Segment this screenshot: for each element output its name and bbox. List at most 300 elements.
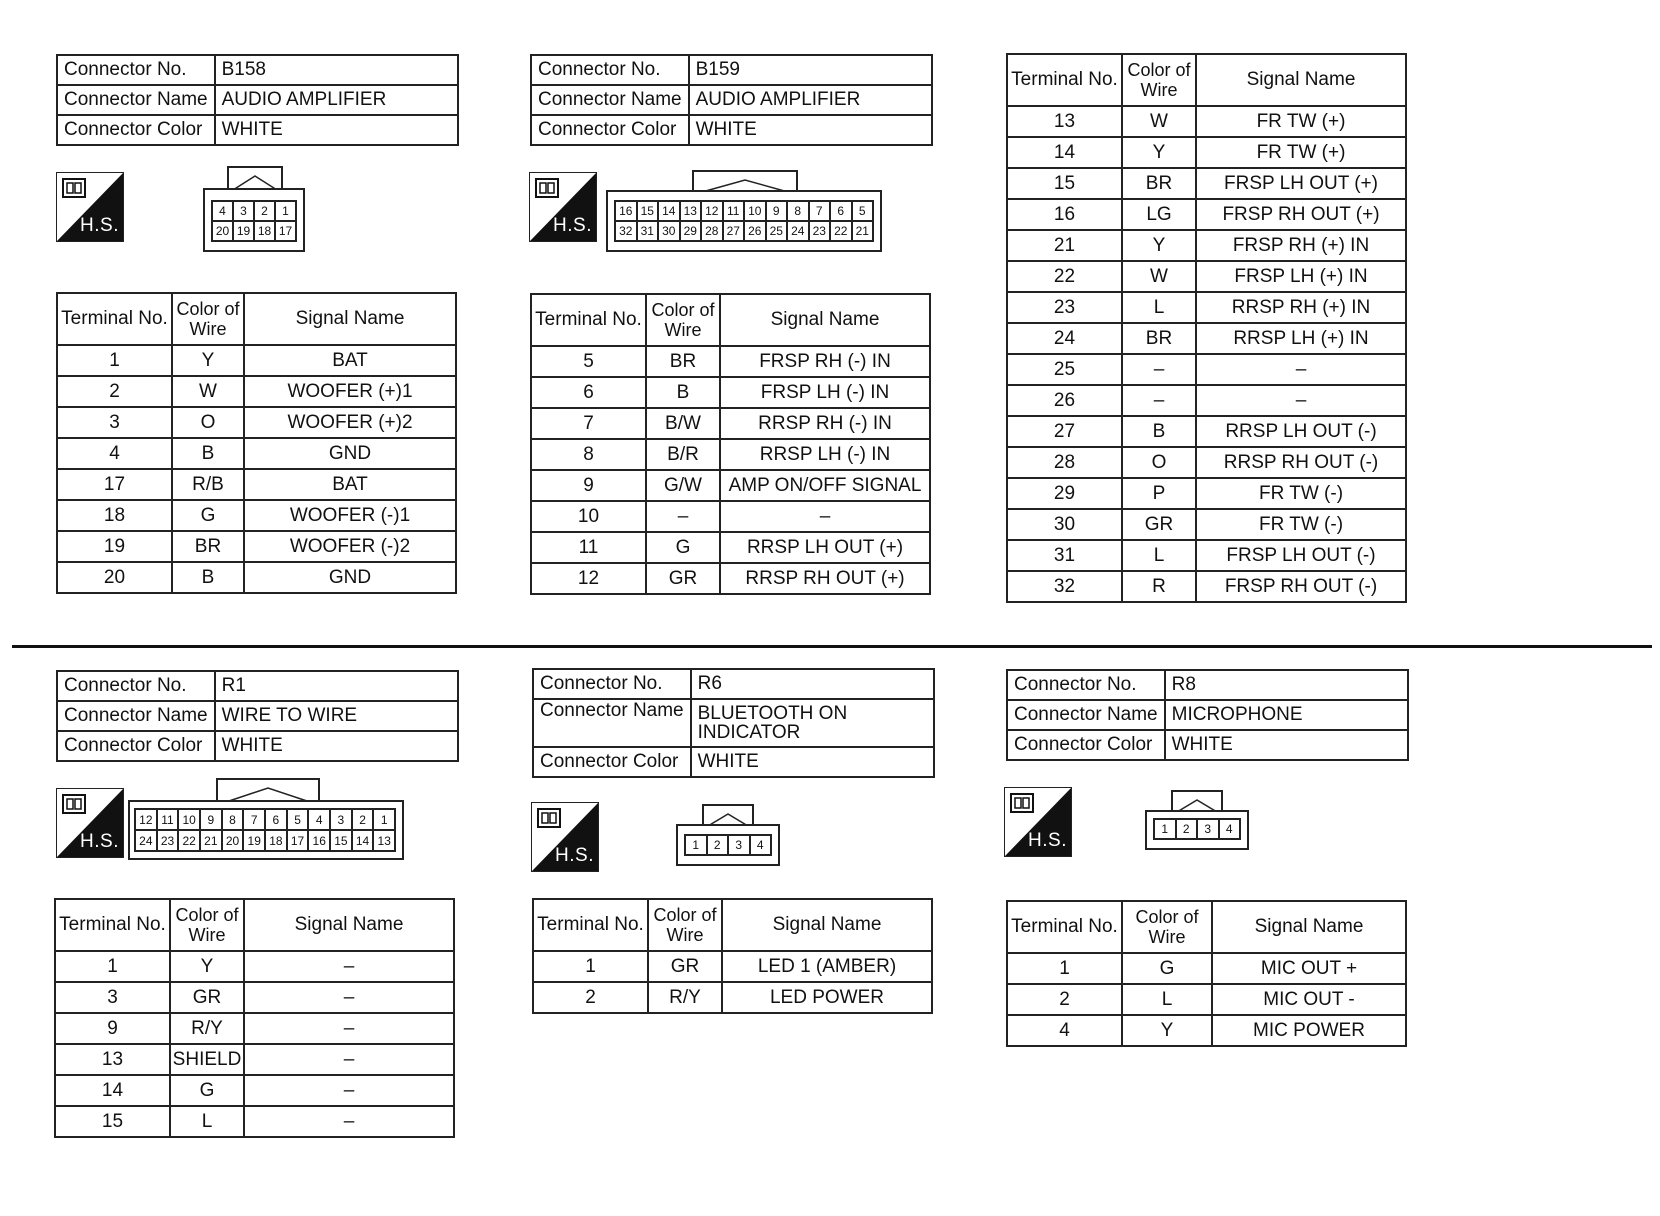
signal-name-cell: LED 1 (AMBER)	[722, 951, 932, 982]
terminal-no-cell: 26	[1007, 385, 1122, 416]
signal-name-cell: RRSP RH OUT (+)	[720, 563, 930, 594]
terminal-no-cell: 4	[57, 438, 172, 469]
signal-name-cell: FRSP RH OUT (-)	[1196, 571, 1406, 602]
r1-info-table	[56, 670, 459, 762]
pin: 10	[178, 809, 200, 830]
connector-name-value: AUDIO AMPLIFIER	[689, 85, 932, 115]
pin: 15	[330, 830, 352, 851]
signal-name-cell: RRSP RH (-) IN	[720, 408, 930, 439]
table-row	[531, 532, 930, 563]
wire-color-cell: P	[1122, 478, 1196, 509]
wire-color-cell: R/Y	[648, 982, 722, 1013]
pin: 22	[830, 221, 852, 241]
b159-terminal-table	[530, 293, 931, 595]
wire-color-cell: BR	[172, 531, 244, 562]
pin: 11	[157, 809, 179, 830]
pin: 18	[265, 830, 287, 851]
wire-color-cell: O	[172, 407, 244, 438]
pin: 31	[637, 221, 659, 241]
pin: 8	[222, 809, 244, 830]
wire-color-cell: W	[1122, 106, 1196, 137]
table-row	[1007, 984, 1406, 1015]
pin: 14	[658, 201, 680, 221]
terminal-no-cell: 14	[55, 1075, 170, 1106]
signal-name-cell: RRSP RH OUT (-)	[1196, 447, 1406, 478]
signal-name-cell: –	[244, 982, 454, 1013]
connector-no-label: Connector No.	[531, 55, 689, 85]
signal-name-cell: GND	[244, 562, 456, 593]
pin: 17	[275, 221, 296, 241]
pin: 12	[701, 201, 723, 221]
hs-label: H.S.	[80, 215, 119, 236]
terminal-no-header: Terminal No.	[531, 294, 646, 346]
r6-terminal-table	[532, 898, 933, 1014]
terminal-no-cell: 13	[55, 1044, 170, 1075]
pin: 1	[1154, 819, 1176, 839]
b159-connector-face	[606, 170, 882, 252]
pin: 1	[685, 835, 707, 855]
table-row	[1007, 478, 1406, 509]
pin: 3	[728, 835, 750, 855]
wire-color-cell: G/W	[646, 470, 720, 501]
color-of-wire-header: Color of Wire	[1122, 54, 1196, 106]
connector-no-value: R8	[1165, 670, 1408, 700]
terminal-no-cell: 2	[1007, 984, 1122, 1015]
pin: 4	[1219, 819, 1241, 839]
connector-color-label: Connector Color	[1007, 730, 1165, 760]
terminal-no-cell: 7	[531, 408, 646, 439]
pin: 11	[723, 201, 745, 221]
r6-info-table	[532, 668, 935, 778]
pin: 26	[744, 221, 766, 241]
pin-row-top	[212, 201, 296, 221]
terminal-no-cell: 16	[1007, 199, 1122, 230]
connector-name-label: Connector Name	[533, 699, 691, 747]
signal-name-cell: RRSP LH (-) IN	[720, 439, 930, 470]
connector-color-label: Connector Color	[57, 115, 215, 145]
wire-color-cell: SHIELD	[170, 1044, 244, 1075]
signal-name-cell: MIC POWER	[1212, 1015, 1406, 1046]
pin: 29	[680, 221, 702, 241]
table-row	[55, 1044, 454, 1075]
wire-color-cell: L	[170, 1106, 244, 1137]
pin: 7	[243, 809, 265, 830]
table-row	[1007, 1015, 1406, 1046]
connector-no-label: Connector No.	[57, 55, 215, 85]
signal-name-cell: FRSP LH (-) IN	[720, 377, 930, 408]
table-row	[57, 376, 456, 407]
pin-row-bottom	[615, 221, 873, 241]
table-row	[1007, 106, 1406, 137]
connector-name-value: AUDIO AMPLIFIER	[215, 85, 458, 115]
wire-color-cell: BR	[1122, 323, 1196, 354]
color-of-wire-header: Color of Wire	[1122, 901, 1212, 953]
table-row	[533, 951, 932, 982]
pin: 6	[265, 809, 287, 830]
signal-name-cell: –	[244, 1044, 454, 1075]
pin: 3	[330, 809, 352, 830]
pin: 17	[287, 830, 309, 851]
signal-name-cell: FRSP RH (-) IN	[720, 346, 930, 377]
wire-color-cell: GR	[170, 982, 244, 1013]
signal-name-cell: WOOFER (-)2	[244, 531, 456, 562]
wire-color-cell: B	[172, 562, 244, 593]
pin: 5	[852, 201, 874, 221]
connector-no-value: R6	[691, 669, 934, 699]
signal-name-cell: FRSP LH OUT (+)	[1196, 168, 1406, 199]
pin: 22	[178, 830, 200, 851]
wire-color-cell: R/B	[172, 469, 244, 500]
terminal-no-header: Terminal No.	[533, 899, 648, 951]
pin: 21	[852, 221, 874, 241]
signal-name-cell: –	[244, 1013, 454, 1044]
wire-color-cell: W	[1122, 261, 1196, 292]
connector-name-label: Connector Name	[531, 85, 689, 115]
connector-no-value: R1	[215, 671, 458, 701]
harness-side-icon	[531, 802, 599, 872]
terminal-no-header: Terminal No.	[57, 293, 172, 345]
signal-name-cell: RRSP LH OUT (+)	[720, 532, 930, 563]
signal-name-header: Signal Name	[244, 293, 456, 345]
table-row	[1007, 416, 1406, 447]
pin: 18	[254, 221, 275, 241]
signal-name-header: Signal Name	[722, 899, 932, 951]
pin: 3	[233, 201, 254, 221]
terminal-no-header: Terminal No.	[1007, 54, 1122, 106]
pin: 5	[287, 809, 309, 830]
terminal-no-cell: 30	[1007, 509, 1122, 540]
signal-name-cell: –	[1196, 385, 1406, 416]
terminal-no-cell: 3	[57, 407, 172, 438]
pin: 2	[707, 835, 729, 855]
pin: 25	[766, 221, 788, 241]
terminal-no-cell: 12	[531, 563, 646, 594]
table-row	[1007, 509, 1406, 540]
pin: 20	[212, 221, 233, 241]
table-row	[55, 1106, 454, 1137]
table-row	[1007, 199, 1406, 230]
signal-name-cell: –	[244, 1075, 454, 1106]
wire-color-cell: B	[172, 438, 244, 469]
table-row	[55, 951, 454, 982]
table-row	[55, 1013, 454, 1044]
pin: 13	[680, 201, 702, 221]
color-of-wire-header: Color of Wire	[648, 899, 722, 951]
wire-color-cell: G	[170, 1075, 244, 1106]
signal-name-header: Signal Name	[244, 899, 454, 951]
connector-name-label: Connector Name	[1007, 700, 1165, 730]
table-row	[531, 346, 930, 377]
pin: 13	[373, 830, 395, 851]
wire-color-cell: LG	[1122, 199, 1196, 230]
terminal-no-cell: 19	[57, 531, 172, 562]
terminal-no-cell: 1	[57, 345, 172, 376]
pin: 28	[701, 221, 723, 241]
terminal-no-cell: 13	[1007, 106, 1122, 137]
table-row	[531, 501, 930, 532]
pin: 14	[352, 830, 374, 851]
table-row	[1007, 323, 1406, 354]
wire-color-cell: –	[1122, 385, 1196, 416]
pin-grid	[1153, 818, 1241, 840]
table-row	[1007, 292, 1406, 323]
wire-color-cell: GR	[1122, 509, 1196, 540]
terminal-no-cell: 20	[57, 562, 172, 593]
terminal-no-cell: 32	[1007, 571, 1122, 602]
table-row	[531, 470, 930, 501]
pin: 8	[787, 201, 809, 221]
table-row	[1007, 230, 1406, 261]
terminal-no-cell: 31	[1007, 540, 1122, 571]
connector-color-label: Connector Color	[533, 747, 691, 777]
signal-name-header: Signal Name	[1212, 901, 1406, 953]
pin: 9	[766, 201, 788, 221]
connector-no-label: Connector No.	[533, 669, 691, 699]
wire-color-cell: –	[1122, 354, 1196, 385]
wire-color-cell: –	[646, 501, 720, 532]
wire-color-cell: B	[1122, 416, 1196, 447]
connector-no-value: B159	[689, 55, 932, 85]
connector-no-label: Connector No.	[1007, 670, 1165, 700]
wire-color-cell: B	[646, 377, 720, 408]
wire-color-cell: G	[172, 500, 244, 531]
pin: 19	[233, 221, 254, 241]
signal-name-cell: FR TW (-)	[1196, 478, 1406, 509]
wire-color-cell: R	[1122, 571, 1196, 602]
signal-name-cell: WOOFER (+)2	[244, 407, 456, 438]
pin-row-top	[135, 809, 395, 830]
table-row	[57, 345, 456, 376]
connector-name-label: Connector Name	[57, 701, 215, 731]
wire-color-cell: Y	[1122, 137, 1196, 168]
pin: 20	[222, 830, 244, 851]
terminal-no-cell: 11	[531, 532, 646, 563]
signal-name-header: Signal Name	[720, 294, 930, 346]
pin: 1	[275, 201, 296, 221]
table-row	[1007, 953, 1406, 984]
table-row	[531, 377, 930, 408]
terminal-no-cell: 23	[1007, 292, 1122, 323]
r6-connector-face	[676, 804, 780, 866]
pin-row-bottom	[212, 221, 296, 241]
pin: 32	[615, 221, 637, 241]
terminal-no-cell: 1	[533, 951, 648, 982]
signal-name-cell: WOOFER (+)1	[244, 376, 456, 407]
hs-label: H.S.	[555, 845, 594, 866]
terminal-no-cell: 17	[57, 469, 172, 500]
signal-name-cell: FR TW (+)	[1196, 106, 1406, 137]
pin: 4	[212, 201, 233, 221]
connector-no-label: Connector No.	[57, 671, 215, 701]
harness-side-icon	[56, 788, 124, 858]
signal-name-cell: LED POWER	[722, 982, 932, 1013]
table-row	[1007, 571, 1406, 602]
terminal-no-cell: 10	[531, 501, 646, 532]
signal-name-cell: –	[244, 1106, 454, 1137]
wire-color-cell: L	[1122, 292, 1196, 323]
pin: 4	[750, 835, 772, 855]
connector-name-value: BLUETOOTH ON INDICATOR	[691, 699, 934, 747]
r8-info-table	[1006, 669, 1409, 761]
terminal-no-cell: 1	[55, 951, 170, 982]
pin-row	[1154, 819, 1240, 839]
terminal-no-header: Terminal No.	[1007, 901, 1122, 953]
wire-color-cell: L	[1122, 540, 1196, 571]
pin: 15	[637, 201, 659, 221]
connector-color-value: WHITE	[691, 747, 934, 777]
connector-name-label: Connector Name	[57, 85, 215, 115]
terminal-no-cell: 15	[55, 1106, 170, 1137]
pin: 4	[308, 809, 330, 830]
pin: 23	[809, 221, 831, 241]
signal-name-cell: BAT	[244, 469, 456, 500]
wire-color-cell: GR	[648, 951, 722, 982]
signal-name-cell: –	[244, 951, 454, 982]
table-row	[1007, 261, 1406, 292]
pin: 2	[352, 809, 374, 830]
terminal-no-cell: 14	[1007, 137, 1122, 168]
signal-name-cell: MIC OUT -	[1212, 984, 1406, 1015]
table-row	[533, 982, 932, 1013]
wire-color-cell: B/R	[646, 439, 720, 470]
terminal-no-cell: 1	[1007, 953, 1122, 984]
r8-terminal-table	[1006, 900, 1407, 1047]
harness-side-icon	[1004, 787, 1072, 857]
table-row	[55, 982, 454, 1013]
wire-color-cell: Y	[172, 345, 244, 376]
signal-name-cell: GND	[244, 438, 456, 469]
terminal-no-cell: 22	[1007, 261, 1122, 292]
b159-info-table	[530, 54, 933, 146]
table-row	[531, 439, 930, 470]
pin: 1	[373, 809, 395, 830]
table-row	[1007, 385, 1406, 416]
table-row	[1007, 354, 1406, 385]
pin: 24	[135, 830, 157, 851]
hs-label: H.S.	[1028, 830, 1067, 851]
table-row	[1007, 168, 1406, 199]
signal-name-cell: AMP ON/OFF SIGNAL	[720, 470, 930, 501]
signal-name-cell: FRSP LH OUT (-)	[1196, 540, 1406, 571]
pin: 23	[157, 830, 179, 851]
connector-color-value: WHITE	[689, 115, 932, 145]
table-row	[531, 563, 930, 594]
terminal-no-cell: 21	[1007, 230, 1122, 261]
table-row	[57, 407, 456, 438]
pin: 10	[744, 201, 766, 221]
connector-color-value: WHITE	[215, 115, 458, 145]
r1-terminal-table	[54, 898, 455, 1138]
signal-name-cell: FRSP RH (+) IN	[1196, 230, 1406, 261]
b158-connector-face	[203, 166, 305, 252]
hs-label: H.S.	[80, 831, 119, 852]
pin: 2	[254, 201, 275, 221]
table-row	[57, 438, 456, 469]
signal-name-cell: –	[1196, 354, 1406, 385]
connector-name-value: WIRE TO WIRE	[215, 701, 458, 731]
connector-color-value: WHITE	[215, 731, 458, 761]
color-of-wire-header: Color of Wire	[646, 294, 720, 346]
signal-name-cell: FRSP RH OUT (+)	[1196, 199, 1406, 230]
section-divider	[12, 645, 1652, 648]
pin: 2	[1176, 819, 1198, 839]
pin: 21	[200, 830, 222, 851]
wire-color-cell: BR	[1122, 168, 1196, 199]
pin: 24	[787, 221, 809, 241]
terminal-no-cell: 2	[57, 376, 172, 407]
r1-connector-face	[128, 778, 404, 860]
pin: 30	[658, 221, 680, 241]
terminal-no-cell: 27	[1007, 416, 1122, 447]
wire-color-cell: Y	[1122, 1015, 1212, 1046]
signal-name-cell: FR TW (+)	[1196, 137, 1406, 168]
signal-name-cell: BAT	[244, 345, 456, 376]
pin: 19	[243, 830, 265, 851]
table-row	[57, 531, 456, 562]
wire-color-cell: W	[172, 376, 244, 407]
hs-label: H.S.	[553, 215, 592, 236]
wire-color-cell: G	[646, 532, 720, 563]
b159-terminal-table-continued	[1006, 53, 1407, 603]
terminal-no-cell: 29	[1007, 478, 1122, 509]
connector-no-value: B158	[215, 55, 458, 85]
r8-connector-face	[1145, 790, 1249, 850]
terminal-no-header: Terminal No.	[55, 899, 170, 951]
wire-color-cell: Y	[170, 951, 244, 982]
connector-color-label: Connector Color	[531, 115, 689, 145]
color-of-wire-header: Color of Wire	[170, 899, 244, 951]
pin: 27	[723, 221, 745, 241]
table-row	[57, 469, 456, 500]
signal-name-cell: RRSP LH (+) IN	[1196, 323, 1406, 354]
table-row	[1007, 137, 1406, 168]
harness-side-icon	[529, 172, 597, 242]
b158-info-table	[56, 54, 459, 146]
terminal-no-cell: 18	[57, 500, 172, 531]
connector-name-value: MICROPHONE	[1165, 700, 1408, 730]
wire-color-cell: BR	[646, 346, 720, 377]
table-row	[57, 562, 456, 593]
pin-grid	[684, 834, 772, 856]
signal-name-cell: MIC OUT +	[1212, 953, 1406, 984]
pin: 16	[308, 830, 330, 851]
wire-color-cell: L	[1122, 984, 1212, 1015]
connector-color-label: Connector Color	[57, 731, 215, 761]
terminal-no-cell: 5	[531, 346, 646, 377]
terminal-no-cell: 24	[1007, 323, 1122, 354]
table-row	[1007, 447, 1406, 478]
wire-color-cell: B/W	[646, 408, 720, 439]
pin: 3	[1197, 819, 1219, 839]
signal-name-cell: RRSP RH (+) IN	[1196, 292, 1406, 323]
wire-color-cell: O	[1122, 447, 1196, 478]
table-row	[55, 1075, 454, 1106]
b158-terminal-table	[56, 292, 457, 594]
signal-name-cell: FRSP LH (+) IN	[1196, 261, 1406, 292]
wire-color-cell: G	[1122, 953, 1212, 984]
pin-grid	[211, 200, 297, 242]
terminal-no-cell: 9	[531, 470, 646, 501]
terminal-no-cell: 25	[1007, 354, 1122, 385]
harness-side-icon	[56, 172, 124, 242]
connector-color-value: WHITE	[1165, 730, 1408, 760]
terminal-no-cell: 8	[531, 439, 646, 470]
pin-grid	[134, 808, 396, 852]
terminal-no-cell: 3	[55, 982, 170, 1013]
pin-grid	[614, 200, 874, 242]
table-row	[531, 408, 930, 439]
signal-name-cell: –	[720, 501, 930, 532]
